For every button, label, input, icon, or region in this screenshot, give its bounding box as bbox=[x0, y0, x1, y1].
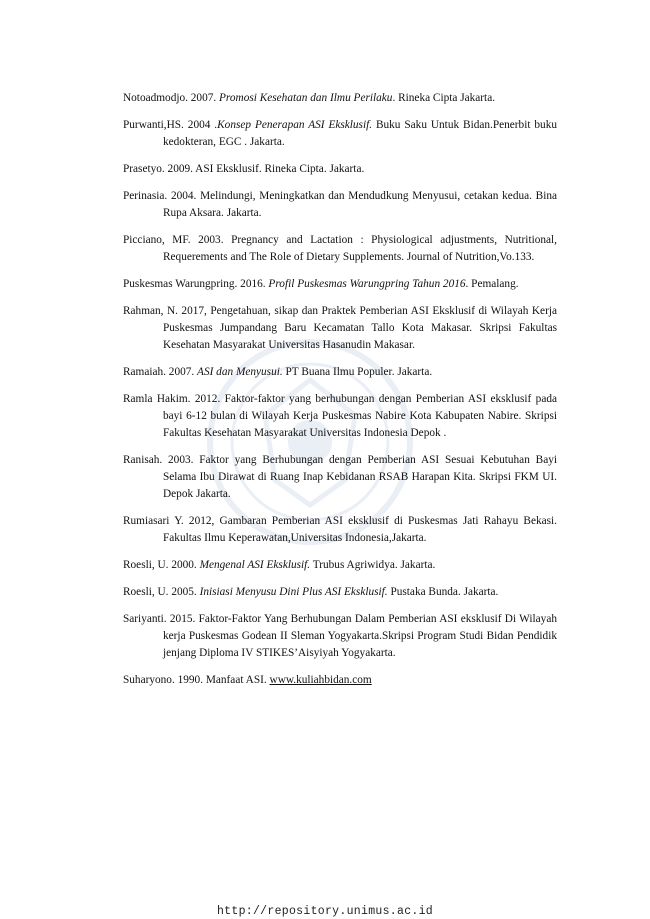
reference-entry: Picciano, MF. 2003. Pregnancy and Lactation : Physiological adjustments, Nutritional, Requerements and The Role of Dietary Supplements. Journal of Nutrition,Vo.133. bbox=[123, 234, 557, 263]
footer-url: http://repository.unimus.ac.id bbox=[216, 905, 434, 918]
reference-entry: Rumiasari Y. 2012, Gambaran Pemberian ASI eksklusif di Puskesmas Jati Rahayu Bekasi. Fakultas Ilmu Keperawatan,Universitas Indonesia,Jakarta. bbox=[123, 515, 557, 544]
reference-entry: Ramaiah. 2007. ASI dan Menyusui. PT Buana Ilmu Populer. Jakarta. bbox=[123, 366, 433, 378]
reference-entry: Suharyono. 1990. Manfaat ASI. www.kuliahbidan.com bbox=[123, 674, 372, 686]
reference-entry: Purwanti,HS. 2004 .Konsep Penerapan ASI Eksklusif. Buku Saku Untuk Bidan.Penerbit buku kedokteran, EGC . Jakarta. bbox=[123, 119, 557, 148]
reference-entry: Ramla Hakim. 2012. Faktor-faktor yang berhubungan dengan Pemberian ASI eksklusif pada bayi 6-12 bulan di Wilayah Kerja Puskesmas Nabire Kota Kabupaten Nabire. Skripsi Fakultas Kesehatan Masyarakat Universitas Indonesia Depok . bbox=[123, 393, 557, 439]
reference-entry: Roesli, U. 2000. Mengenal ASI Eksklusif. Trubus Agriwidya. Jakarta. bbox=[123, 559, 436, 571]
reference-entry: Roesli, U. 2005. Inisiasi Menyusu Dini Plus ASI Eksklusif. Pustaka Bunda. Jakarta. bbox=[123, 586, 499, 598]
reference-entry: Notoadmodjo. 2007. Promosi Kesehatan dan Ilmu Perilaku. Rineka Cipta Jakarta. bbox=[123, 92, 496, 104]
reference-entry: Sariyanti. 2015. Faktor-Faktor Yang Berhubungan Dalam Pemberian ASI eksklusif Di Wilayah kerja Puskesmas Godean II Sleman Yogyakarta.Skripsi Program Studi Bidan Pendidik jenjang Diploma IV STIKES’Aisyiyah Yogyakarta. bbox=[123, 613, 557, 659]
reference-entry: Rahman, N. 2017, Pengetahuan, sikap dan Praktek Pemberian ASI Eksklusif di Wilayah Kerja Puskesmas Jumpandang Baru Kecamatan Tallo Kota Makasar. Skripsi Fakultas Kesehatan Masyarakat Universitas Hasanudin Makasar. bbox=[123, 305, 557, 351]
reference-entry: Perinasia. 2004. Melindungi, Meningkatkan dan Mendudkung Menyusui, cetakan kedua. Bina Rupa Aksara. Jakarta. bbox=[123, 190, 557, 219]
reference-entry: Ranisah. 2003. Faktor yang Berhubungan dengan Pemberian ASI Sesuai Kebutuhan Bayi Selama Ibu Dirawat di Ruang Inap Kebidanan RSAB Harapan Kita. Skripsi FKM UI. Depok Jakarta. bbox=[123, 454, 557, 500]
reference-entry: Prasetyo. 2009. ASI Eksklusif. Rineka Cipta. Jakarta. bbox=[123, 163, 365, 175]
reference-link[interactable]: www.kuliahbidan.com bbox=[269, 674, 372, 686]
reference-list bbox=[123, 90, 557, 699]
reference-entry: Puskesmas Warungpring. 2016. Profil Puskesmas Warungpring Tahun 2016. Pemalang. bbox=[123, 278, 519, 290]
